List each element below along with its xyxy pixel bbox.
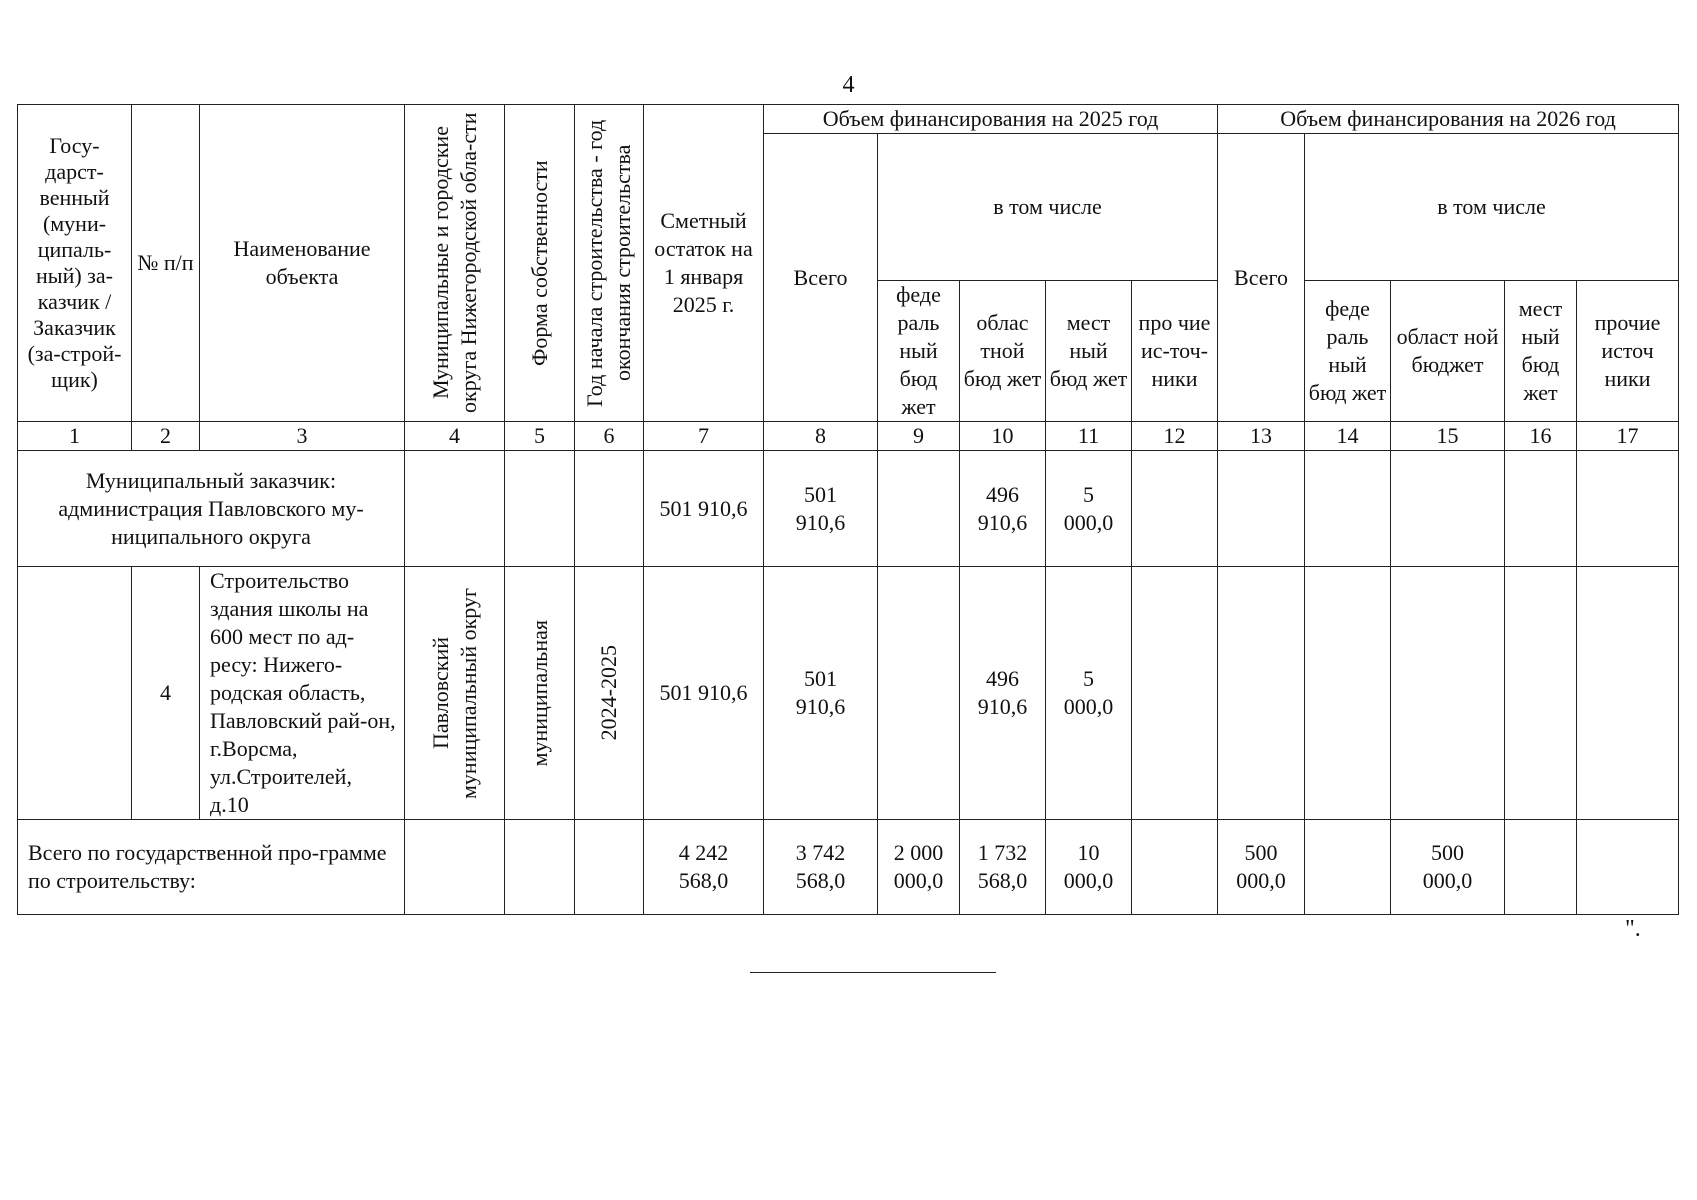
cell-empty bbox=[1132, 567, 1218, 820]
customer-regional-2025: 496 910,6 bbox=[960, 451, 1046, 567]
column-number: 10 bbox=[960, 422, 1046, 451]
total-regional-2025: 1 732 568,0 bbox=[960, 820, 1046, 915]
cell-empty bbox=[575, 820, 644, 915]
object-estimate: 501 910,6 bbox=[644, 567, 764, 820]
cell-empty bbox=[1391, 567, 1505, 820]
object-municipality-text: Павловский муниципальный округ bbox=[427, 587, 481, 799]
column-number: 15 bbox=[1391, 422, 1505, 451]
cell-empty bbox=[505, 820, 575, 915]
cell-empty bbox=[1577, 820, 1679, 915]
cell-empty bbox=[878, 567, 960, 820]
column-number: 12 bbox=[1132, 422, 1218, 451]
header-ownership bbox=[505, 105, 575, 422]
cell-empty bbox=[505, 451, 575, 567]
object-name: Строительство здания школы на 600 мест по ад-ресу: Нижего-родская область, Павловский рай-он, г.Ворсма, ул.Строителей, д.10 bbox=[200, 567, 405, 820]
column-numbers-row bbox=[18, 422, 1679, 451]
column-number: 4 bbox=[405, 422, 505, 451]
object-ownership bbox=[505, 567, 575, 820]
object-row bbox=[18, 567, 1679, 820]
column-number: 2 bbox=[132, 422, 200, 451]
header-including-2026: в том числе bbox=[1305, 134, 1679, 281]
header-total-2025: Всего bbox=[764, 134, 878, 422]
cell-empty bbox=[405, 451, 505, 567]
total-estimate: 4 242 568,0 bbox=[644, 820, 764, 915]
cell-empty bbox=[575, 451, 644, 567]
total-row bbox=[18, 820, 1679, 915]
customer-total-2025: 501 910,6 bbox=[764, 451, 878, 567]
header-municipality bbox=[405, 105, 505, 422]
total-federal-2025: 2 000 000,0 bbox=[878, 820, 960, 915]
customer-local-2025: 5 000,0 bbox=[1046, 451, 1132, 567]
header-ownership-text: Форма собственности bbox=[526, 160, 552, 366]
total-total-2025: 3 742 568,0 bbox=[764, 820, 878, 915]
header-local-2025: мест ный бюд жет bbox=[1046, 281, 1132, 422]
object-ownership-text: муниципальная bbox=[526, 619, 552, 767]
financing-table bbox=[17, 104, 1679, 915]
header-num: № п/п bbox=[132, 105, 200, 422]
header-customer: Госу-дарст-венный (муни-ципаль-ный) за-казчик / Заказчик (за-строй-щик) bbox=[18, 105, 132, 422]
header-other-2025: про чие ис-точ-ники bbox=[1132, 281, 1218, 422]
total-total-2026: 500 000,0 bbox=[1218, 820, 1305, 915]
customer-row bbox=[18, 451, 1679, 567]
column-number: 17 bbox=[1577, 422, 1679, 451]
header-funding-2026: Объем финансирования на 2026 год bbox=[1218, 105, 1679, 134]
column-number: 8 bbox=[764, 422, 878, 451]
header-object-name: Наименование объекта bbox=[200, 105, 405, 422]
header-total-2026: Всего bbox=[1218, 134, 1305, 422]
header-regional-2025: облас тной бюд жет bbox=[960, 281, 1046, 422]
cell-empty bbox=[18, 567, 132, 820]
cell-empty bbox=[878, 451, 960, 567]
column-number: 16 bbox=[1505, 422, 1577, 451]
object-municipality bbox=[405, 567, 505, 820]
cell-empty bbox=[1577, 451, 1679, 567]
header-local-2026: мест ный бюд жет bbox=[1505, 281, 1577, 422]
cell-empty bbox=[1391, 451, 1505, 567]
header-years-text: Год начала строительства - год окончания строительства bbox=[582, 119, 635, 407]
total-local-2025: 10 000,0 bbox=[1046, 820, 1132, 915]
object-regional-2025: 496 910,6 bbox=[960, 567, 1046, 820]
column-number: 14 bbox=[1305, 422, 1391, 451]
header-federal-2026: феде раль ный бюд жет bbox=[1305, 281, 1391, 422]
cell-empty bbox=[1305, 820, 1391, 915]
cell-empty bbox=[1305, 451, 1391, 567]
column-number: 9 bbox=[878, 422, 960, 451]
cell-empty bbox=[1505, 820, 1577, 915]
cell-empty bbox=[1132, 451, 1218, 567]
cell-empty bbox=[1305, 567, 1391, 820]
page-number: 4 bbox=[842, 72, 855, 98]
header-municipality-text: Муниципальные и городские округа Нижегородской обла-сти bbox=[427, 112, 481, 414]
column-number: 5 bbox=[505, 422, 575, 451]
column-number: 11 bbox=[1046, 422, 1132, 451]
customer-label: Муниципальный заказчик: администрация Павловского му-ниципального округа bbox=[18, 451, 405, 567]
total-regional-2026: 500 000,0 bbox=[1391, 820, 1505, 915]
customer-estimate: 501 910,6 bbox=[644, 451, 764, 567]
header-years bbox=[575, 105, 644, 422]
header-estimate: Сметный остаток на 1 января 2025 г. bbox=[644, 105, 764, 422]
header-funding-2025: Объем финансирования на 2025 год bbox=[764, 105, 1218, 134]
cell-empty bbox=[405, 820, 505, 915]
cell-empty bbox=[1577, 567, 1679, 820]
cell-empty bbox=[1505, 451, 1577, 567]
object-years bbox=[575, 567, 644, 820]
cell-empty bbox=[1218, 451, 1305, 567]
cell-empty bbox=[1218, 567, 1305, 820]
header-other-2026: прочие источ ники bbox=[1577, 281, 1679, 422]
column-number: 1 bbox=[18, 422, 132, 451]
total-label: Всего по государственной про-грамме по строительству: bbox=[18, 820, 405, 915]
column-number: 7 bbox=[644, 422, 764, 451]
object-years-text: 2024-2025 bbox=[596, 645, 621, 741]
cell-empty bbox=[1132, 820, 1218, 915]
object-num: 4 bbox=[132, 567, 200, 820]
cell-empty bbox=[1505, 567, 1577, 820]
header-including-2025: в том числе bbox=[878, 134, 1218, 281]
column-number: 13 bbox=[1218, 422, 1305, 451]
column-number: 3 bbox=[200, 422, 405, 451]
object-total-2025: 501 910,6 bbox=[764, 567, 878, 820]
end-divider-line bbox=[750, 972, 996, 973]
closing-quote-mark: ". bbox=[1625, 916, 1641, 942]
object-local-2025: 5 000,0 bbox=[1046, 567, 1132, 820]
header-federal-2025: феде раль ный бюд жет bbox=[878, 281, 960, 422]
column-number: 6 bbox=[575, 422, 644, 451]
header-regional-2026: област ной бюджет bbox=[1391, 281, 1505, 422]
